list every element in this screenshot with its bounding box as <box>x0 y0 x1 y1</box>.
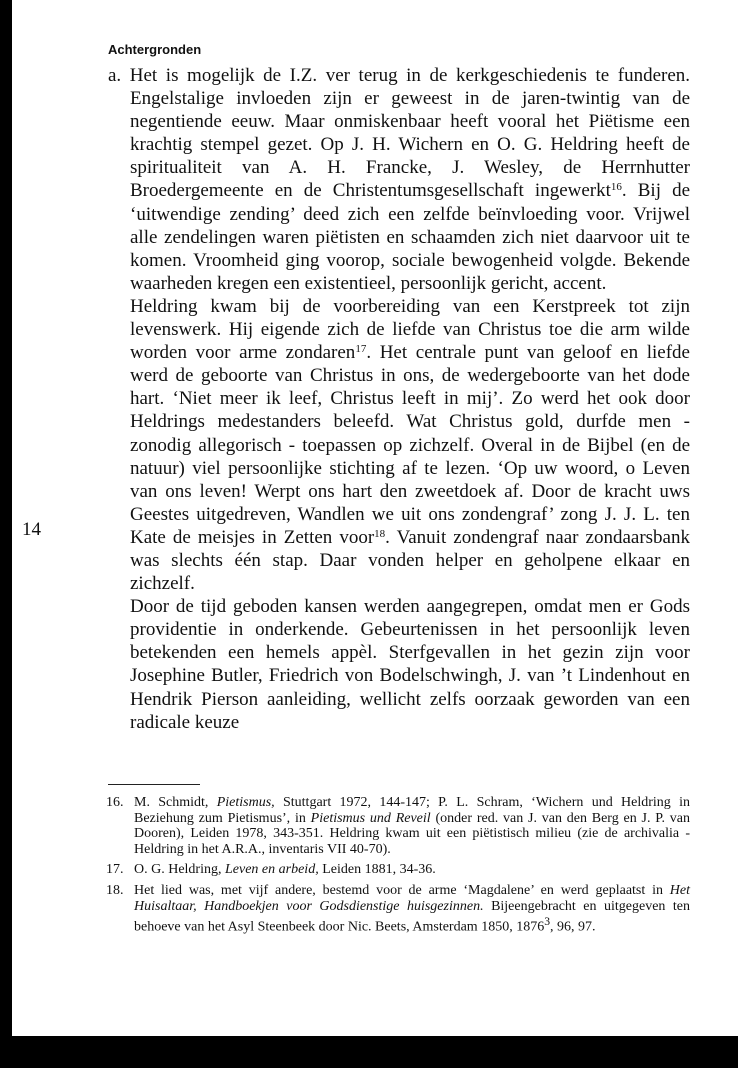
paragraph-a <box>108 64 690 295</box>
scan-bottom-border <box>0 1036 738 1068</box>
footnote-ref-18[interactable]: 18 <box>374 527 386 540</box>
list-marker: a. <box>108 65 122 86</box>
footnote-17 <box>106 862 690 878</box>
footnote-text: M. Schmidt, Pietismus, Stuttgart 1972, 144-147; P. L. Schram, ‘Wichern und Heldring in Beziehung zum Pietismus’, in Pietismus und Reveil (onder red. van J. van den Berg en J. P. van Dooren), Leiden 1978, 343-351. Heldring kwam uit een piëtistisch milieu (zie de archivalia - Heldring in het A.R.A., inventaris VII 40-70). <box>134 795 691 857</box>
running-header: Achtergronden <box>108 42 202 57</box>
footnote-number: 17. <box>106 862 124 878</box>
footnote-16 <box>106 795 690 857</box>
paragraph-a-text: Het is mogelijk de I.Z. ver terug in de kerkgeschiedenis te funderen. Engelstalige invloeden zijn er geweest in de jaren-twintig van de negentiende eeuw. Maar onmiskenbaar heeft vooral het Piëtisme een krachtig stempel gezet. Op J. H. Wichern en O. G. Heldring heeft de spiritualiteit van A. H. Francke, J. Wesley, de Herrnhutter Broedergemeente en de Christentumsgesellschaft ingewerkt <box>129 65 691 202</box>
footnote-divider <box>108 784 200 785</box>
footnote-18 <box>106 883 690 935</box>
paragraph-c: Door de tijd geboden kansen werden aangegrepen, omdat men er Gods providentie in onderkende. Gebeurtenissen in het persoonlijk leven betekenden een hemels appèl. Sterfgevallen in het gezin zijn voor Josephine Butler, Friedrich von Bodelschwingh, J. van ’t Lindenhout en Hendrik Pierson aanleiding, wellicht zelfs oorzaak geworden van een radicale keuze <box>130 596 690 733</box>
footnote-ref-16[interactable]: 16 <box>610 181 622 194</box>
paragraph-b-text: Heldring kwam bij de voorbereiding van een Kerstpreek tot zijn levenswerk. Hij eigende zich de liefde van Christus toe die arm wilde worden voor arme zondaren <box>130 295 690 364</box>
footnote-text: Het lied was, met vijf andere, bestemd voor de arme ‘Magdalene’ en werd geplaatst in Het Huisaltaar, Handboekjen voor Godsdienstige huisgezinnen. Bijeengebracht en uitgegeven ten behoeve van het Asyl Steenbeek door Nic. Beets, Amsterdam 1850, 1876$^3$, 96, 97. <box>134 882 690 935</box>
body-text <box>108 64 690 734</box>
scan-left-border <box>0 0 12 1068</box>
paragraph-b <box>108 295 690 595</box>
footnote-number: 16. <box>106 795 124 810</box>
paragraph-b-text-end: . Vanuit zondengraf naar zondaarsbank was slechts één stap. Daar vonden helper en geholpene elkaar en zichzelf. <box>130 526 690 595</box>
footnotes <box>106 795 690 940</box>
footnote-ref-17[interactable]: 17 <box>355 343 367 356</box>
paragraph-b-text-cont: . Het centrale punt van geloof en liefde werd de geboorte van Christus in ons, de wedergeboorte van het dode hart. ‘Niet meer ik leef, Christus leeft in mij’. Zo werd het ook door Heldrings medestanders beleefd. Wat Christus gold, durfde men - zonodig allegorisch - toepassen op zichzelf. Overal in de Bijbel (en de natuur) viel persoonlijke stichting af te lezen. ‘Op uw woord, o Leven van ons leven! Werpt ons hart den zweetdoek af. Door de kracht uws Geestes uitgedreven, Wandlen we uit ons zondengraf’ zong J. J. L. ten Kate de meisjes in Zetten voor <box>130 342 690 548</box>
footnote-text: O. G. Heldring, Leven en arbeid, Leiden 1881, 34-36. <box>134 862 436 878</box>
page-number: 14 <box>22 519 41 540</box>
footnote-number: 18. <box>106 882 124 898</box>
paragraph-a-text-cont: . Bij de ‘uitwendige zending’ deed zich een zelfde beïnvloeding voor. Vrijwel alle zendelingen waren piëtisten en schaamden zich niet daarvoor uit te komen. Vroomheid ging voorop, sociale bewogenheid volgde. Bekende waarheden kregen een existentieel, persoonlijk gericht, accent. <box>130 180 690 294</box>
